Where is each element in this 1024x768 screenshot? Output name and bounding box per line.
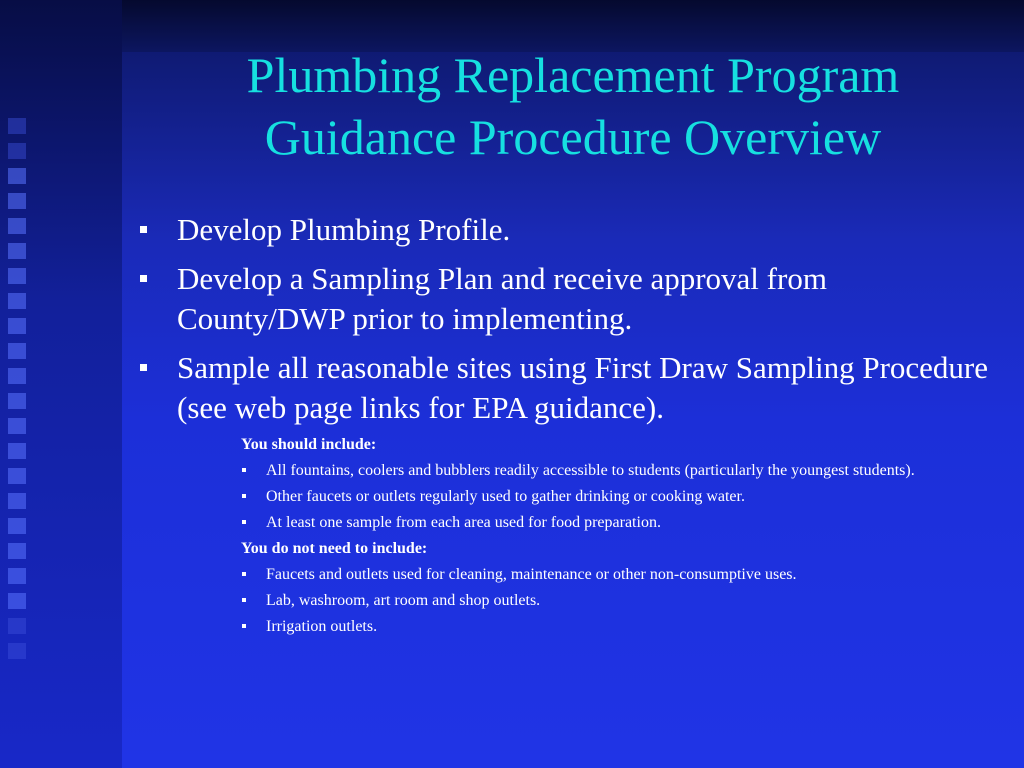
include-heading: You should include: [241, 436, 377, 453]
decorative-tile [8, 168, 26, 184]
decorative-tile [8, 393, 26, 409]
include-item [241, 460, 981, 481]
exclude-item-text: Faucets and outlets used for cleaning, maintenance or other non-consumptive uses. [266, 566, 797, 583]
decorative-tile-column [8, 118, 28, 668]
include-item-text: All fountains, coolers and bubblers readily accessible to students (particularly the youngest students). [266, 462, 915, 479]
main-bullet-item [140, 210, 1000, 250]
exclude-item [241, 616, 981, 637]
decorative-tile [8, 618, 26, 634]
square-bullet-icon [140, 275, 147, 282]
square-bullet-icon [140, 226, 147, 233]
include-list [241, 460, 981, 533]
include-item [241, 512, 981, 533]
small-square-bullet-icon [242, 598, 246, 602]
exclude-item-text: Lab, washroom, art room and shop outlets. [266, 592, 541, 609]
main-bullet-text: Develop Plumbing Profile. [177, 212, 511, 247]
decorative-tile [8, 418, 26, 434]
decorative-tile [8, 443, 26, 459]
main-bullet-text: Sample all reasonable sites using First Draw Sampling Procedure (see web page links for EPA guidance). [177, 350, 989, 425]
decorative-tile [8, 118, 26, 134]
main-bullet-list [140, 210, 1000, 437]
small-square-bullet-icon [242, 624, 246, 628]
sampling-details [241, 434, 981, 642]
slide-title-line-1: Plumbing Replacement Program [246, 47, 900, 103]
decorative-tile [8, 493, 26, 509]
decorative-tile [8, 293, 26, 309]
exclude-list [241, 564, 981, 637]
decorative-tile [8, 318, 26, 334]
exclude-item [241, 590, 981, 611]
decorative-tile [8, 593, 26, 609]
exclude-item-text: Irrigation outlets. [266, 618, 378, 635]
square-bullet-icon [140, 364, 147, 371]
include-item-text: Other faucets or outlets regularly used to gather drinking or cooking water. [266, 488, 745, 505]
decorative-tile [8, 568, 26, 584]
include-item [241, 486, 981, 507]
decorative-tile [8, 193, 26, 209]
decorative-tile [8, 268, 26, 284]
small-square-bullet-icon [242, 494, 246, 498]
exclude-item [241, 564, 981, 585]
small-square-bullet-icon [242, 468, 246, 472]
decorative-tile [8, 243, 26, 259]
decorative-tile [8, 643, 26, 659]
decorative-tile [8, 368, 26, 384]
main-bullet-item [140, 259, 1000, 339]
slide-title [122, 44, 1024, 168]
include-item-text: At least one sample from each area used for food preparation. [266, 514, 661, 531]
main-bullet-text: Develop a Sampling Plan and receive approval from County/DWP prior to implementing. [177, 261, 827, 336]
decorative-tile [8, 468, 26, 484]
exclude-heading: You do not need to include: [241, 540, 428, 557]
decorative-tile [8, 518, 26, 534]
slide-title-line-2: Guidance Procedure Overview [264, 109, 882, 165]
decorative-tile [8, 543, 26, 559]
main-bullet-item [140, 348, 1000, 428]
small-square-bullet-icon [242, 572, 246, 576]
decorative-tile [8, 218, 26, 234]
decorative-tile [8, 143, 26, 159]
small-square-bullet-icon [242, 520, 246, 524]
decorative-tile [8, 343, 26, 359]
